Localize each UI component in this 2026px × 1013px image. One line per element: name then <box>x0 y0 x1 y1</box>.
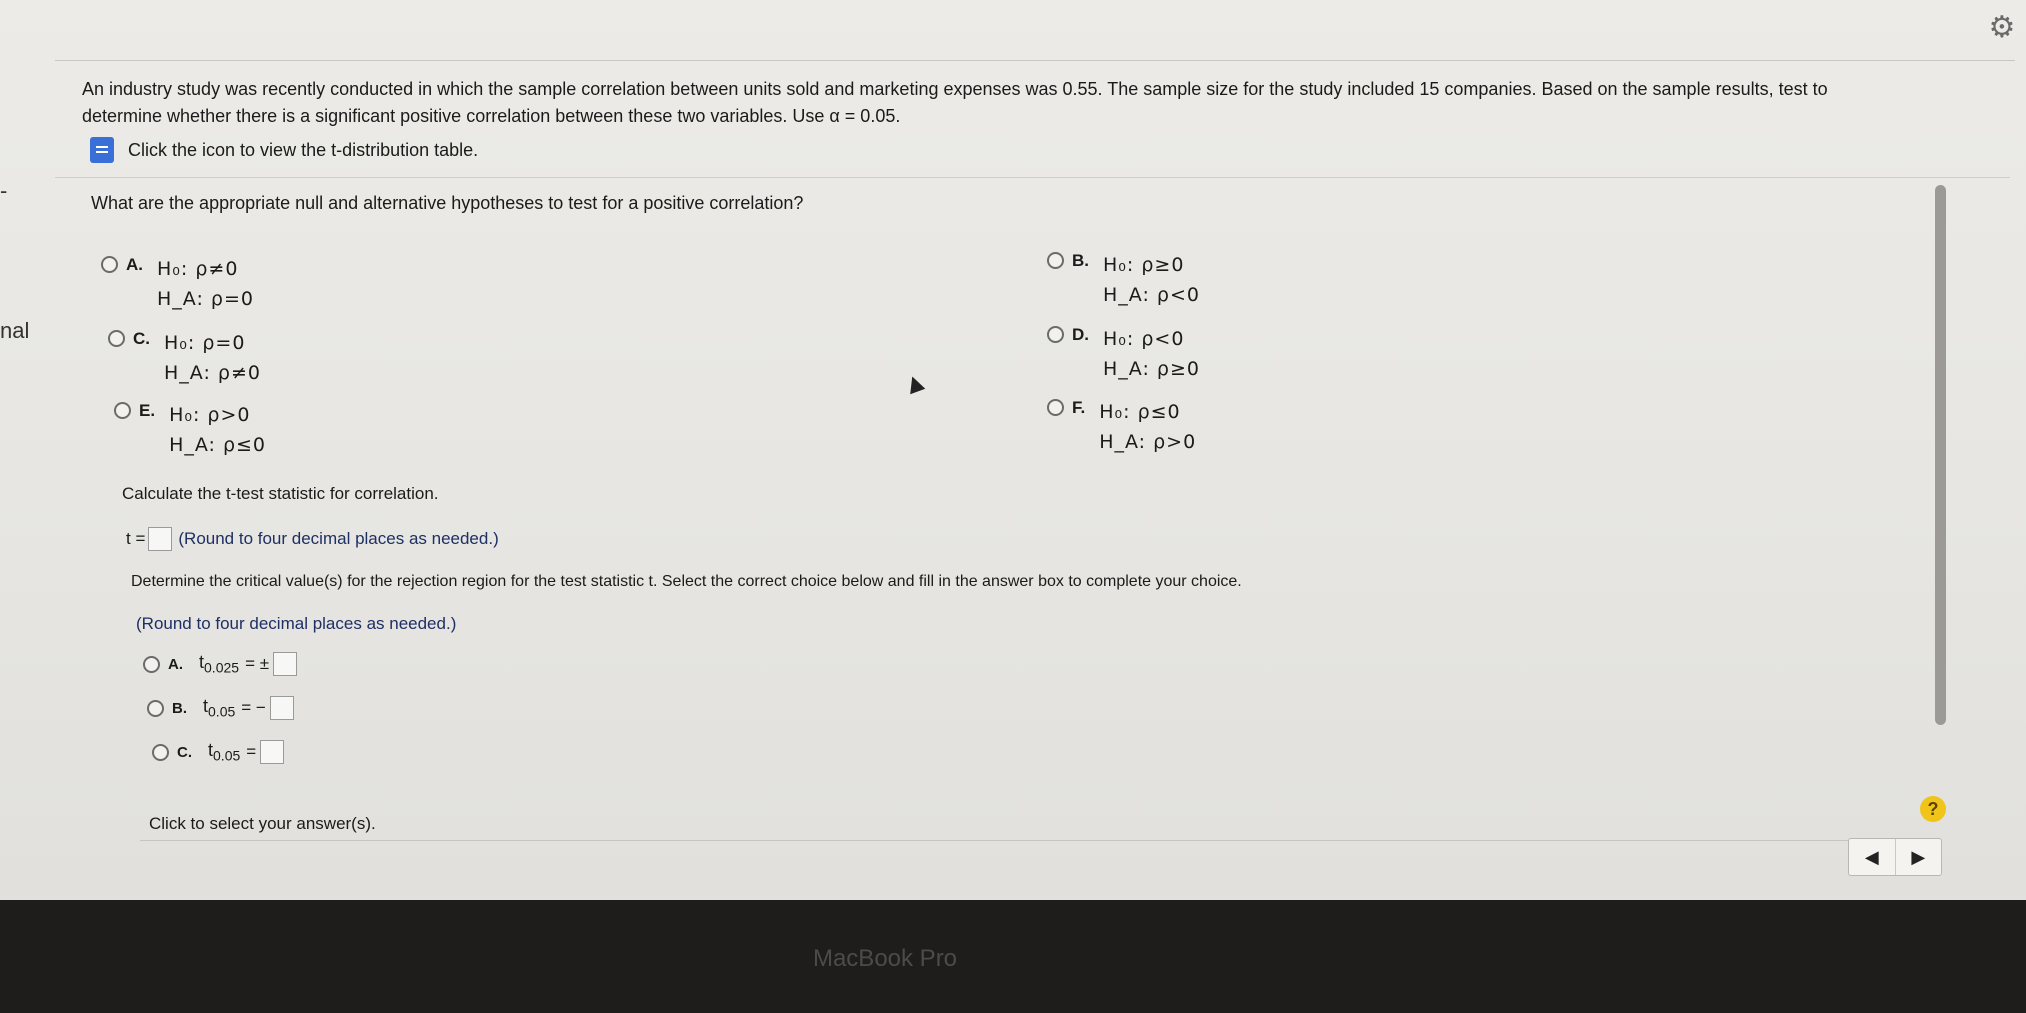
tdist-link[interactable] <box>90 136 478 164</box>
null-hypothesis: H₀: ρ≥0 <box>1103 254 1185 276</box>
null-hypothesis: H₀: ρ>0 <box>169 404 251 426</box>
hypothesis-pair <box>1103 324 1200 384</box>
problem-statement <box>82 76 1962 130</box>
hypothesis-option-b[interactable] <box>1047 250 1200 310</box>
alt-hypothesis: H_A: ρ≠0 <box>164 362 261 384</box>
rounding-note: (Round to four decimal places as needed.) <box>136 614 457 633</box>
alt-hypothesis: H_A: ρ≥0 <box>1103 358 1200 380</box>
critical-input[interactable] <box>270 696 294 720</box>
mouse-pointer-icon <box>905 374 926 395</box>
problem-line: determine whether there is a significant positive correlation between these two variables. Use α = 0.05. <box>82 106 901 126</box>
hypothesis-pair <box>157 254 254 314</box>
critical-operator: = <box>246 742 257 761</box>
radio-button[interactable] <box>108 330 125 347</box>
option-letter: B. <box>1072 251 1089 270</box>
critical-option-a[interactable] <box>143 652 297 676</box>
hypothesis-pair <box>1099 397 1196 457</box>
divider <box>140 840 1940 841</box>
next-question-button[interactable]: ▶ <box>1911 847 1926 867</box>
scrollbar-thumb[interactable] <box>1935 185 1946 725</box>
alt-hypothesis: H_A: ρ>0 <box>1099 431 1197 453</box>
hypothesis-option-d[interactable] <box>1047 324 1200 384</box>
select-answer-hint: Click to select your answer(s). <box>149 814 376 833</box>
t-stat-label: t = <box>126 529 146 548</box>
t-stat-input[interactable] <box>148 527 172 551</box>
radio-button[interactable] <box>1047 399 1064 416</box>
critical-option-b[interactable] <box>147 696 294 720</box>
null-hypothesis: H₀: ρ=0 <box>164 332 246 354</box>
hypothesis-option-f[interactable] <box>1047 397 1196 457</box>
hypothesis-option-a[interactable] <box>101 254 254 314</box>
radio-button[interactable] <box>147 700 164 717</box>
radio-button[interactable] <box>101 256 118 273</box>
radio-button[interactable] <box>152 744 169 761</box>
radio-button[interactable] <box>143 656 160 673</box>
option-letter: E. <box>139 401 156 420</box>
null-hypothesis: H₀: ρ≠0 <box>157 258 239 280</box>
hypothesis-option-e[interactable] <box>114 400 266 460</box>
null-hypothesis: H₀: ρ<0 <box>1103 328 1185 350</box>
option-letter: B. <box>172 699 187 717</box>
critical-input[interactable] <box>260 740 284 764</box>
critical-t-symbol: $t_{0.025}$ <box>199 652 240 676</box>
option-letter: C. <box>177 743 192 761</box>
critical-option-c[interactable] <box>152 740 284 764</box>
hypothesis-pair <box>164 328 261 388</box>
t-stat-row <box>126 527 499 551</box>
alt-hypothesis: H_A: ρ≤0 <box>169 434 267 456</box>
divider <box>55 60 2015 61</box>
radio-button[interactable] <box>1047 252 1064 269</box>
critical-input[interactable] <box>273 652 297 676</box>
hypothesis-pair <box>1103 250 1200 310</box>
alt-hypothesis: H_A: ρ<0 <box>1103 284 1200 306</box>
gear-icon[interactable]: ⚙ <box>1988 11 2016 44</box>
rounding-note: (Round to four decimal places as needed.) <box>178 529 499 548</box>
critical-operator: = − <box>241 698 266 717</box>
device-brand: MacBook Pro <box>812 945 958 972</box>
question-nav <box>1848 838 1942 876</box>
tdist-link-label: Click the icon to view the t-distribution table. <box>128 139 479 160</box>
left-edge-fragment: nal <box>0 318 30 343</box>
t-stat-question: Calculate the t-test statistic for correlation. <box>122 484 439 503</box>
hypothesis-option-c[interactable] <box>108 328 261 388</box>
option-letter: C. <box>133 329 150 348</box>
option-letter: F. <box>1072 398 1086 417</box>
option-letter: D. <box>1072 325 1089 344</box>
null-hypothesis: H₀: ρ≤0 <box>1099 401 1181 423</box>
prev-question-button[interactable]: ◀ <box>1849 839 1896 875</box>
divider <box>55 177 2010 178</box>
critical-t-symbol: $t_{0.05}$ <box>208 740 241 764</box>
question-icon[interactable]: ? <box>1920 796 1946 822</box>
critical-operator: = ± <box>245 654 270 673</box>
radio-button[interactable] <box>1047 326 1064 343</box>
hypothesis-pair <box>169 400 266 460</box>
option-letter: A. <box>126 255 143 274</box>
alt-hypothesis: H_A: ρ=0 <box>157 288 254 310</box>
radio-button[interactable] <box>114 402 131 419</box>
critical-question: Determine the critical value(s) for the rejection region for the test statistic t. Select the correct choice below and fill in the answer box to complete your choice. <box>131 573 1242 590</box>
left-edge-fragment: - <box>0 178 8 203</box>
hypothesis-question: What are the appropriate null and alternative hypotheses to test for a positive correlation? <box>91 193 804 213</box>
critical-t-symbol: $t_{0.05}$ <box>203 696 236 720</box>
option-letter: A. <box>168 655 183 673</box>
book-icon[interactable] <box>90 137 114 163</box>
problem-line: An industry study was recently conducted in which the sample correlation between units sold and marketing expenses was 0.55. The sample size for the study included 15 companies. Based on the sample results, test to <box>82 79 1828 99</box>
